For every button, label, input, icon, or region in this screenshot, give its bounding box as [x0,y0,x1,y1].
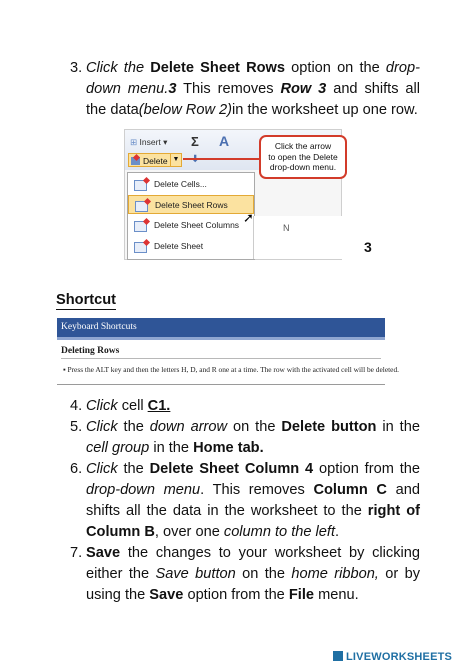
text-click: Click [86,398,118,414]
text: or by using the [86,566,421,603]
step-5 [70,417,420,459]
text-cell-ref: C1. [147,398,171,414]
text-column-c: Column C [313,482,387,498]
text-click: Click the [86,60,145,76]
text: in the [382,419,420,435]
step-6 [70,459,420,543]
text-save: Save [86,545,121,561]
text-click: Click [86,461,118,477]
shortcut-instruction: ▪ Press the ALT key and then the letters H, D, and R one at a time. The row with the activated cell will be deleted. [63,365,399,374]
text: on the [233,419,276,435]
text-save: Save [149,587,184,603]
text: . This removes [200,482,305,498]
text: the changes to your worksheet by clicking either the [86,545,420,582]
text: option on the [291,60,380,76]
delete-sheet-icon [134,242,147,253]
callout-line-2: to open the Delete [268,151,338,162]
chevron-down-icon[interactable]: ▼ [170,154,181,166]
text: option from the [319,461,420,477]
text-file: File [288,587,315,603]
text: and shifts all the data [86,81,421,118]
keyboard-shortcuts-title: Keyboard Shortcuts [57,318,385,337]
excel-delete-menu-screenshot [124,129,342,260]
menu-item-label: Delete Sheet Rows [155,200,228,210]
text: in the [153,440,190,456]
text-cell-group: cell group [86,440,150,456]
text: and shifts all the data in the worksheet to the [86,482,420,519]
text-home-ribbon: home ribbon, [291,566,379,582]
text: . [335,524,340,540]
callout-pointer [183,158,261,160]
text-right-of-b: right of Column B [86,503,420,540]
delete-icon [131,157,140,165]
text-click: Click [86,419,118,435]
autosum-icon[interactable]: Σ [191,134,199,149]
column-header: N [283,223,290,233]
worksheet-grid [253,216,342,259]
text: menu. [318,587,359,603]
text-option: Delete Sheet Column 4 [149,461,314,477]
delete-cells-icon [134,180,147,191]
text-row3: Row 3 [280,81,327,97]
menu-item-label: Delete Sheet Columns [154,220,240,230]
step-number: 6. [70,461,83,477]
menu-item-delete-sheet[interactable] [128,237,254,256]
shortcut-heading: Shortcut [56,292,116,308]
text: , over one [154,524,220,540]
footer-text: LIVEWORKSHEETS [346,651,453,663]
text: option from the [187,587,285,603]
keyboard-shortcuts-box [57,318,399,385]
text: in the worksheet up one row. [232,102,418,118]
text-dropdown: drop-down menu. [86,60,420,97]
delete-label: Delete [143,156,168,166]
text: the [123,419,144,435]
text-delete-button: Delete button [281,419,377,435]
insert-button[interactable]: ⊞ Insert ▾ [130,137,168,147]
callout-line-3: drop-down menu. [269,162,337,172]
liveworksheets-logo[interactable] [333,651,452,663]
text: the [123,461,144,477]
text-below: (below Row 2) [138,102,233,118]
text-ref: 3 [168,81,177,97]
delete-button[interactable] [128,153,182,167]
step-number: 5. [70,419,83,435]
menu-item-delete-sheet-columns[interactable] [128,216,254,235]
mouse-cursor-icon: ➚ [243,210,254,225]
delete-columns-icon [134,221,147,232]
text-dropdown: drop-down menu [86,482,201,498]
text-home-tab: Home tab. [193,440,264,456]
step-number: 7. [70,545,83,561]
divider [61,358,381,359]
step-4 [70,396,420,417]
callout-line-1: Click the arrow [274,141,332,151]
step-3 [70,58,420,121]
text-col-left: column to the left [223,524,336,540]
text-option: Delete Sheet Rows [150,60,285,76]
liveworksheets-icon [333,651,343,661]
text: on the [242,566,285,582]
sort-icon[interactable]: A [219,133,230,149]
text-save-button: Save button [155,566,236,582]
menu-item-delete-cells[interactable] [128,175,254,194]
divider [57,337,385,340]
deleting-rows-heading: Deleting Rows [61,346,120,356]
step-number: 3. [70,60,83,76]
text-down-arrow: down arrow [149,419,228,435]
step-7 [70,543,420,606]
delete-dropdown-menu [127,172,255,260]
figure-label: 3 [364,239,372,255]
text: cell [121,398,144,414]
menu-item-label: Delete Sheet [154,241,204,251]
step-number: 4. [70,398,83,414]
callout-box [259,135,347,179]
text: This removes [183,81,274,97]
delete-rows-icon [135,201,148,212]
menu-item-label: Delete Cells... [154,179,207,189]
menu-item-delete-sheet-rows[interactable] [128,195,254,214]
